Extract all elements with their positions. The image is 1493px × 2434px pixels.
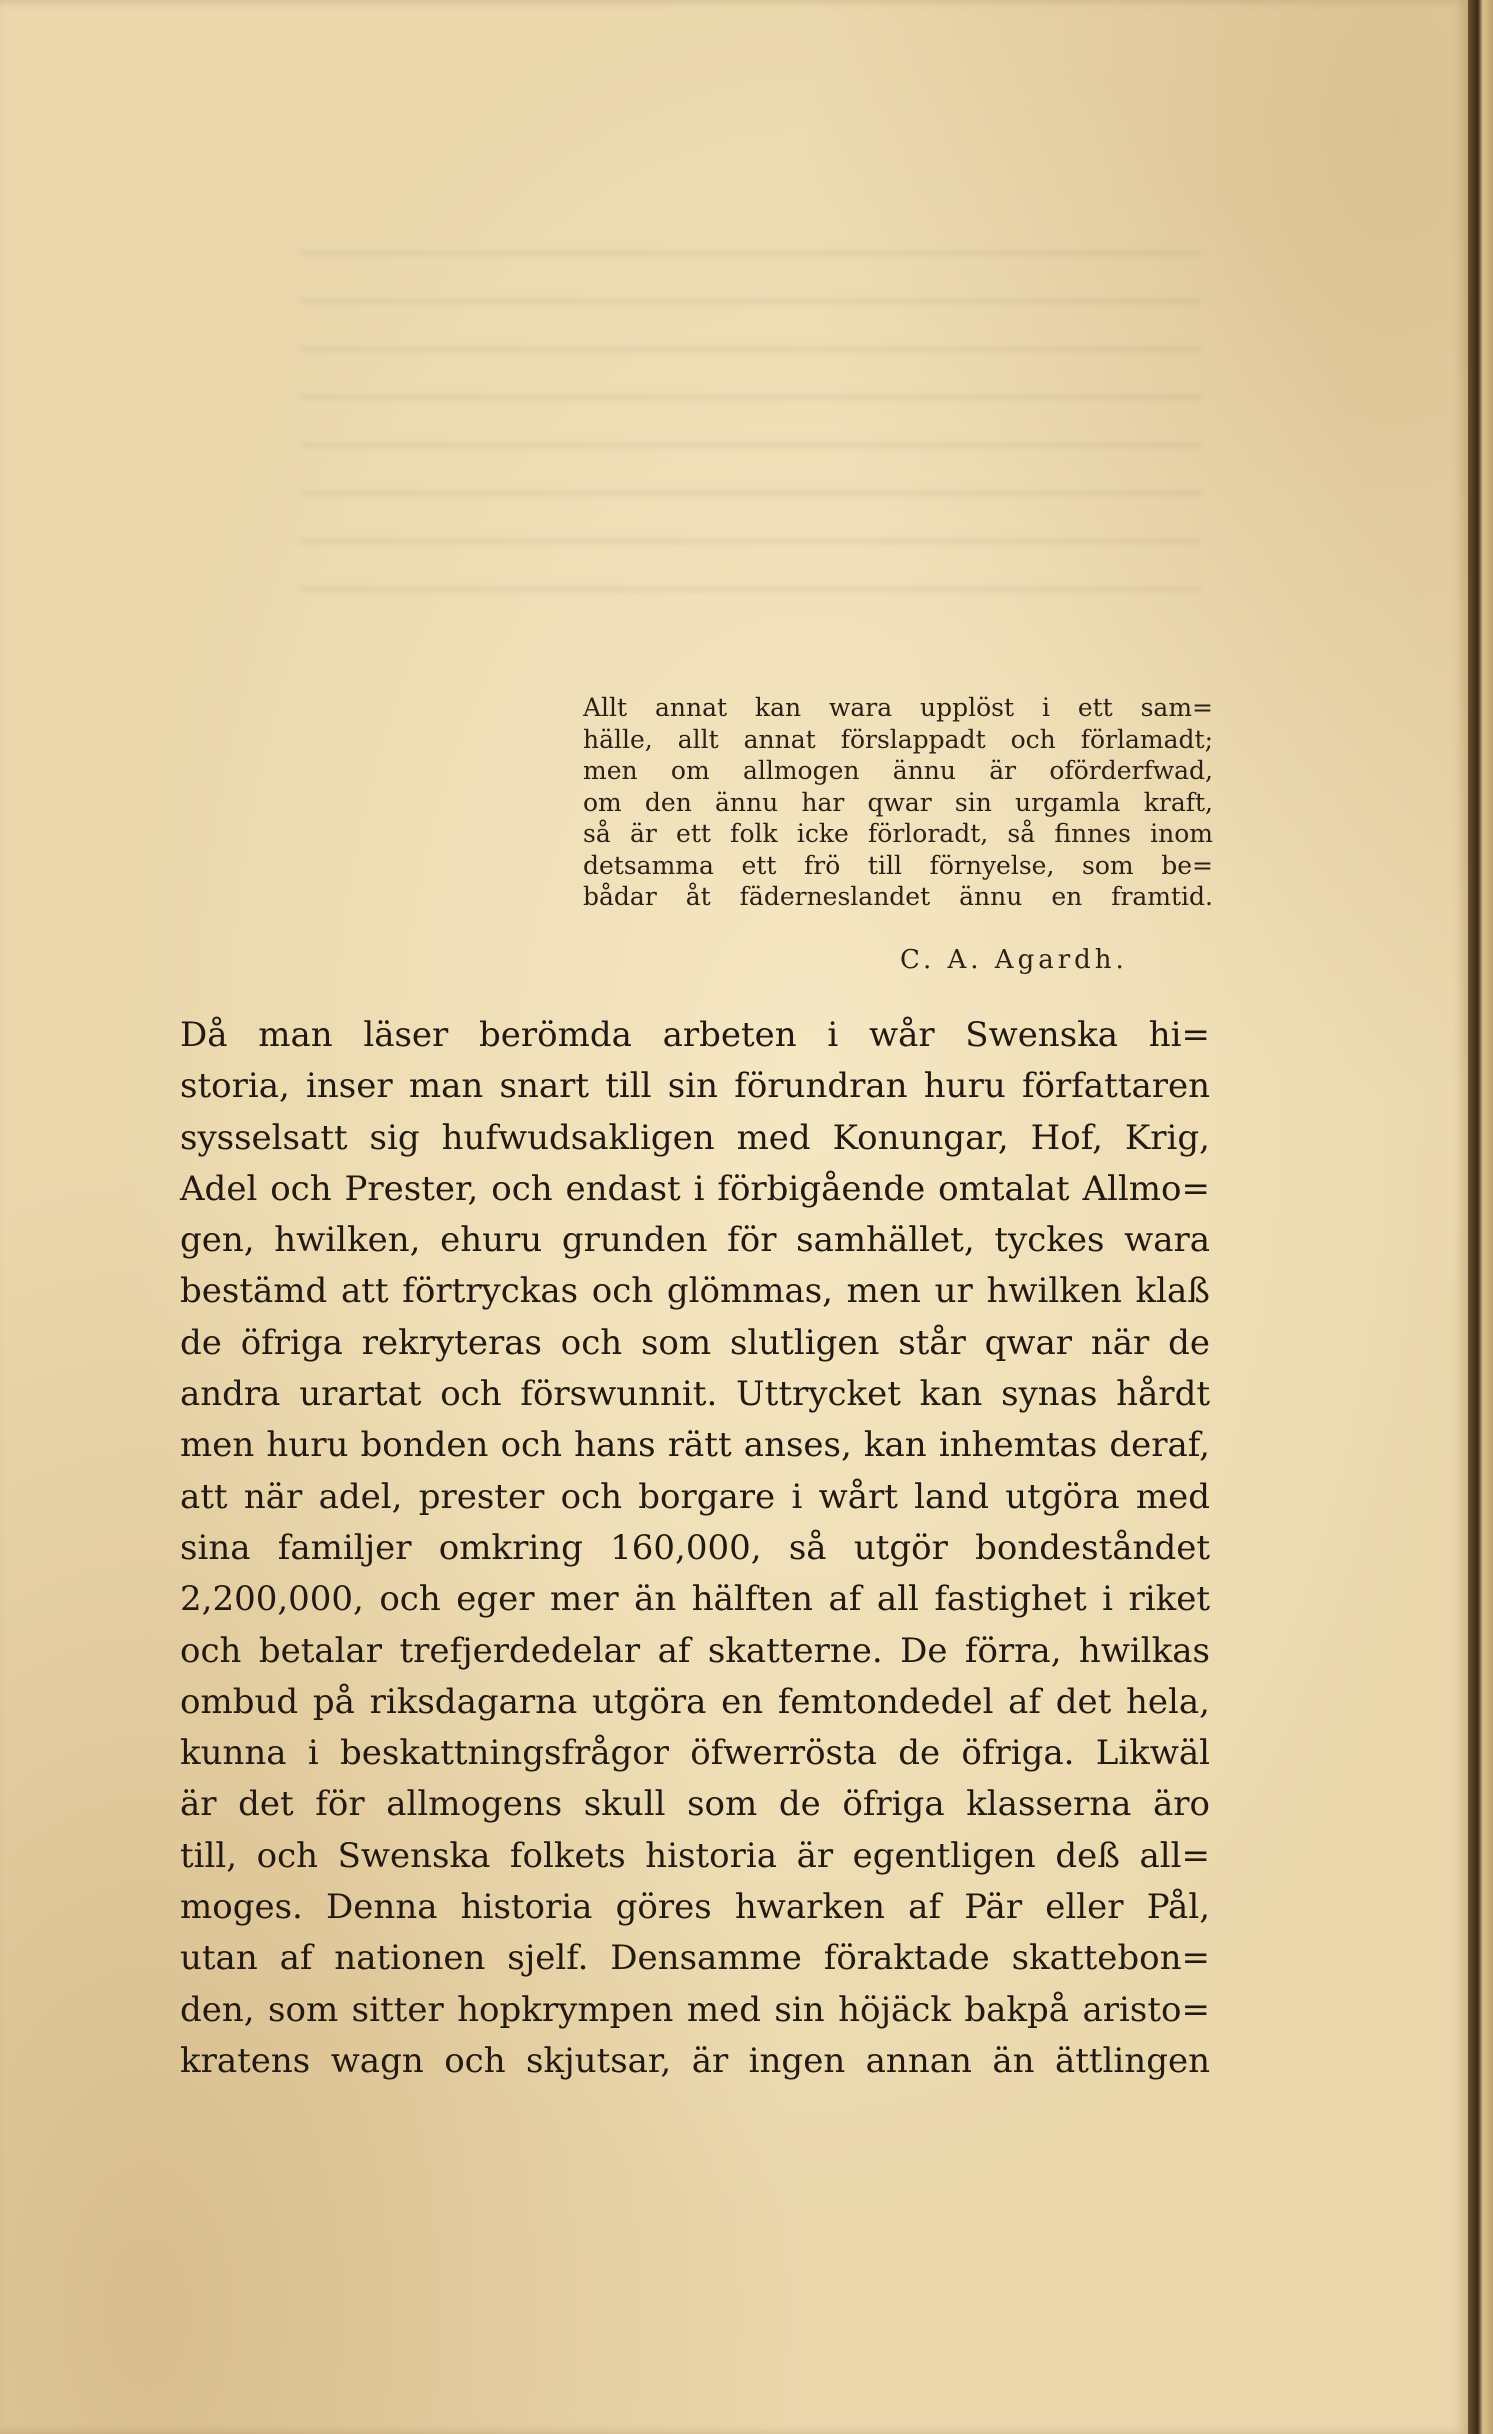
body-line: Då man läser berömda arbeten i wår Swenska hi= bbox=[180, 1015, 1210, 1055]
body-line: ombud på riksdagarna utgöra en femtondedel af det hela, bbox=[180, 1681, 1210, 1722]
body-line: moges. Denna historia göres hwarken af Pär eller Pål, bbox=[180, 1887, 1210, 1928]
body-line: är det för allmogens skull som de öfriga klasserna äro bbox=[180, 1784, 1210, 1825]
body-paragraph bbox=[180, 1010, 1210, 2087]
body-line: till, och Swenska folkets historia är egentligen deß all= bbox=[180, 1835, 1210, 1876]
body-line: att när adel, prester och borgare i wårt land utgöra med bbox=[180, 1476, 1210, 1517]
body-line: men huru bonden och hans rätt anses, kan inhemtas deraf, bbox=[180, 1425, 1210, 1466]
epigraph bbox=[583, 692, 1213, 913]
body-line: sina familjer omkring 160,000, så utgör bondeståndet bbox=[180, 1527, 1210, 1568]
epigraph-line: bådar åt fäderneslandet ännu en framtid. bbox=[583, 882, 1213, 911]
epigraph-attribution: C. A. Agardh. bbox=[900, 945, 1128, 975]
body-line: andra urartat och förswunnit. Uttrycket kan synas hårdt bbox=[180, 1374, 1210, 1415]
epigraph-line: men om allmogen ännu är oförderfwad, bbox=[583, 756, 1213, 785]
body-line: bestämd att förtryckas och glömmas, men ur hwilken klaß bbox=[180, 1271, 1210, 1312]
epigraph-line: så är ett folk icke förloradt, så finnes inom bbox=[583, 819, 1213, 848]
epigraph-line: Allt annat kan wara upplöst i ett sam= bbox=[583, 693, 1213, 722]
epigraph-line: detsamma ett frö till förnyelse, som be= bbox=[583, 850, 1213, 880]
body-line: de öfriga rekryteras och som slutligen står qwar när de bbox=[180, 1322, 1210, 1363]
show-through-text bbox=[300, 250, 1200, 630]
epigraph-line: hälle, allt annat förslappadt och förlamadt; bbox=[583, 724, 1213, 754]
epigraph-line: om den ännu har qwar sin urgamla kraft, bbox=[583, 787, 1213, 817]
body-line: utan af nationen sjelf. Densamme föraktade skattebon= bbox=[180, 1938, 1210, 1979]
body-line: kunna i beskattningsfrågor öfwerrösta de öfriga. Likwäl bbox=[180, 1733, 1210, 1774]
body-line: Adel och Prester, och endast i förbigående omtalat Allmo= bbox=[180, 1168, 1210, 1209]
body-line: kratens wagn och skjutsar, är ingen annan än ättlingen bbox=[180, 2040, 1210, 2081]
body-line: och betalar trefjerdedelar af skatterne. De förra, hwilkas bbox=[180, 1630, 1210, 1671]
body-line: den, som sitter hopkrympen med sin höjäck bakpå aristo= bbox=[180, 1989, 1210, 2030]
body-line: gen, hwilken, ehuru grunden för samhället, tyckes wara bbox=[180, 1220, 1210, 1261]
body-line: storia, inser man snart till sin förundran huru författaren bbox=[180, 1066, 1210, 1107]
binding-edge bbox=[1468, 0, 1493, 2434]
body-line: sysselsatt sig hufwudsakligen med Konungar, Hof, Krig, bbox=[180, 1117, 1210, 1158]
body-line: 2,200,000, och eger mer än hälften af all fastighet i riket bbox=[180, 1579, 1210, 1620]
